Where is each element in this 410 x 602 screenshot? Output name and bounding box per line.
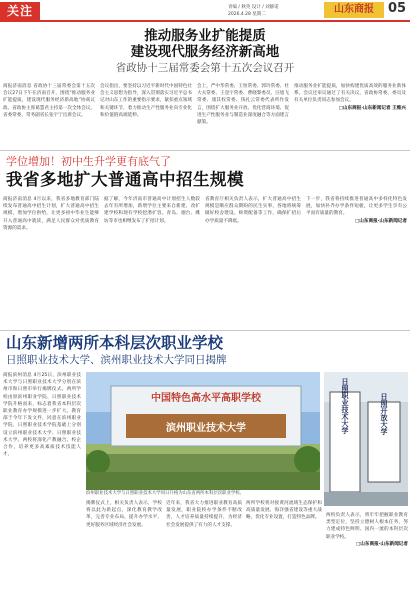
- school-board-right: 日照开放大学: [380, 393, 388, 435]
- campus-photo: [86, 372, 320, 490]
- article2-column-3: 省教育厅相关负责人表示，扩大普通高中招生规模是顺应群众期盼的民生实事，各地将统筹做好校舍建设、师资配备等工作，确保扩招后办学质量不降低。: [205, 197, 301, 224]
- article2-byline: □山东商报·山东新闻记者: [354, 218, 407, 224]
- campus-photo-graphic: [86, 372, 320, 490]
- photo-sign-school: 滨州职业技术大学: [166, 423, 246, 434]
- brand-label: 山东商报: [334, 4, 374, 15]
- article3-subtitle: 日照职业技术大学、滨州职业技术大学同日揭牌: [6, 354, 227, 366]
- page-number: 05: [388, 1, 407, 16]
- article3-column-1: 揭牌仪式上，相关负责人表示，学校将以此为新起点，深化教育教学改革，完善专业布局，提升办学水平，更好服务区域经济社会发展。: [86, 501, 162, 528]
- article2-kicker: 学位增加！初中生升学更有底气了: [6, 155, 171, 168]
- article1-title-line2: 建设现代服务经济新高地: [130, 44, 280, 60]
- section-label: 关注: [6, 4, 33, 18]
- article2-column-2: 据了解，今年济南市普通高中计划招生人数较去年有所增加，新增学位主要来自新建、改扩建学校和现有学校挖潜扩容。青岛、烟台、潍坊等市也相继发布了扩招计划。: [104, 197, 200, 224]
- article1-title-line1: 推动服务业扩能提质: [144, 28, 266, 44]
- article3-byline: □山东商报·山东新闻记者: [355, 541, 408, 547]
- article2-column-4-text: 下一步，我省将持续推进普通高中多样化特色发展，加快补齐办学条件短板，让更多学生享有公平而有质量的教育。: [306, 197, 407, 217]
- section-tag: [0, 2, 40, 20]
- section-divider-1: [0, 150, 410, 151]
- article3-right-column: [326, 512, 408, 600]
- campus-photo-2-graphic: [324, 372, 408, 506]
- page-header: [0, 0, 410, 22]
- article1-byline: □山东商报·山东新闻记者 王维兴: [338, 105, 406, 111]
- article3-left-column: 商报滨州消息 4月25日，滨州职业技术大学与日照职业技术大学分别在滨州市和日照市举行揭牌仪式。两所学校由原滨州职业学院、日照职业技术学院升格而来，标志着我省本科层次职业教育办学规模进一步扩大。教育部于今年下发文件，同意在滨州职业学院、日照职业技术学院基础上分别设立滨州职业技术大学、日照职业技术大学。两校将深化产教融合、校企合作，培养更多高素质技术技能人才。: [3, 373, 81, 458]
- article1-column-3: 会上，严中华常委、王恒常委、郭玲常委、杜大夫常委、王登宇常委、曹晓黎委员、汪旭飞常委、康其权常委、钱礼云常委代表所作发言，围绕扩大服务业开放、优化营商环境、促进生产性服务业与制造业深度融合等方面建言献策。: [197, 84, 289, 126]
- article1-column-2: 会议指出，要坚持以习近平新时代中国特色社会主义思想为指导，深入贯彻落实习近平总书记对山东工作的重要指示要求，紧扣重点领域和关键环节，着力推动生产性服务业向专业化和价值链高端延伸。: [100, 84, 192, 118]
- photo-sign-main: 中国特色高水平高职学校: [151, 393, 261, 404]
- article3-column-3: 两所学校将对接黄河流域生态保护和高质量发展、海洋强省建设等重大战略，优化专业设置，打造特色品牌。: [246, 501, 322, 521]
- article2-column-1: 商报济南消息 4月以来，我省多地教育部门陆续发布普通高中招生计划，扩大普通高中招生规模，增加学位供给，让更多初中毕业生能够升入普通高中就读，满足人民群众对优质教育资源的需求。: [3, 197, 99, 231]
- photo-caption: 滨州职业技术大学与日照职业技术大学同日升格为山东省两所本科层次职业学校。: [86, 491, 245, 496]
- brand-logo: [324, 2, 384, 18]
- section-divider-2: [0, 330, 410, 331]
- article2-column-4: [306, 196, 407, 326]
- article2-title: 我省多地扩大普通高中招生规模: [6, 170, 244, 189]
- article3-title: 山东新增两所本科层次职业学校: [6, 334, 224, 352]
- article1-column-4-text: 推动服务业扩能提质，加快构建优质高效的服务业新体系。会议还审议通过了有关决议，省政协常委、委员及有关单位负责同志参加会议。: [294, 84, 406, 104]
- school-board-left: 日照职业技术大学: [341, 378, 349, 434]
- editor-credit: 青编 / 秋英 设计 / 刘静诺: [228, 5, 279, 10]
- campus-photo-2: [324, 372, 408, 506]
- article1-column-1: 商报济南消息 省政协十三届常委会第十五次会议27日下午在济南召开，围绕“推动服务业扩能提质，建设现代服务经济新高地”协商议政。省政协主席葛慧君主持第一次全体会议。省委常委、常务副省长张宇宁出席会议。: [3, 84, 95, 118]
- article1-column-4: [294, 83, 406, 147]
- header-rule: [0, 20, 410, 22]
- article3-column-2: 近年来，我省大力推进职业教育高质量发展，职业院校办学条件不断改善，人才培养质量持续提升，为经济社会发展提供了有力的人才支撑。: [166, 501, 242, 528]
- article3-right-text: 两校负责人表示，将牢牢把握职业教育类型定位，坚持立德树人根本任务，努力建成特色鲜明、国内一流的本科层次职业学校。: [326, 513, 408, 540]
- article1-subtitle: 省政协十三届常委会第十五次会议召开: [115, 62, 295, 74]
- issue-date: 2026.4.28 星期二: [228, 12, 266, 17]
